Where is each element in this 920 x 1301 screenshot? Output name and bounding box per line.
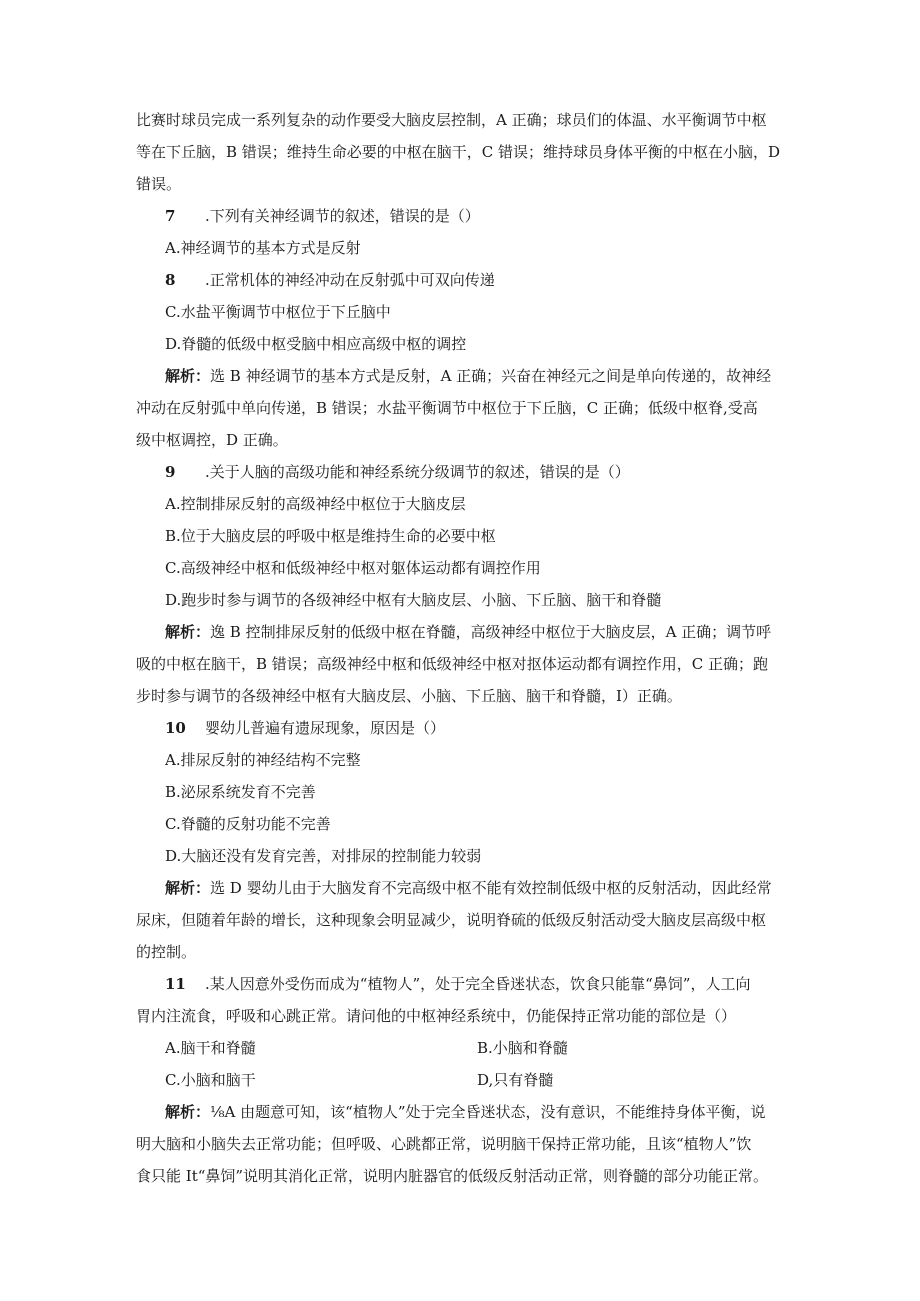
question-9 — [165, 462, 630, 482]
analysis-line — [165, 878, 772, 898]
option-c: C.脊髓的反射功能不完善 — [165, 815, 331, 833]
analysis-text: 选 B 神经调节的基本方式是反射，A 正确；兴奋在神经元之间是单向传递的，故神经 — [210, 367, 772, 385]
option-c: C.小脑和脑干 — [165, 1071, 256, 1089]
option-d: D.跑步时参与调节的各级神经中枢有大脑皮层、小脑、下丘脑、脑干和脊髓 — [165, 591, 662, 609]
analysis-label: 解析： — [165, 623, 211, 641]
text-line: 食只能 It“鼻饲”说明其消化正常，说明内脏器官的低级反射活动正常，则脊髓的部分功能正常。 — [136, 1167, 769, 1185]
option-c: C.水盐平衡调节中枢位于下丘脑中 — [165, 303, 391, 321]
option-a: A.控制排尿反射的高级神经中枢位于大脑皮层 — [165, 495, 466, 513]
question-11 — [165, 974, 750, 994]
option-d: D.脊髓的低级中枢受脑中相应高级中枢的调控 — [165, 335, 467, 353]
text-line: 尿床，但随着年龄的增长，这种现象会明显减少，说明脊硫的低级反射活动受大脑皮层高级中枢 — [136, 911, 767, 929]
text-line: 等在下丘脑，B 错误；维持生命必要的中枢在脑干，C 错误；维持球员身体平衡的中枢在小脑，D — [136, 143, 781, 161]
question-text: .正常机体的神经冲动在反射弧中可双向传递 — [205, 271, 495, 289]
text-line: 的控制。 — [136, 943, 197, 961]
analysis-line — [165, 1102, 766, 1122]
text-line: 明大脑和小脑失去正常功能；但呼吸、心跳都正常，说明脑干保持正常功能，且该“植物人”饮 — [136, 1135, 752, 1153]
question-text: 婴幼儿普遍有遗尿现象，原因是（） — [205, 719, 446, 737]
option-d: D.大脑还没有发育完善，对排尿的控制能力较弱 — [165, 847, 482, 865]
text-line: 吸的中枢在脑干，B 错误；高级神经中枢和低级神经中枢对抠体运动都有调控作用，C 正确；跑 — [136, 655, 769, 673]
question-number: 10 — [165, 719, 186, 737]
analysis-label: 解析： — [165, 1103, 211, 1121]
text-line: 比赛时球员完成一系列复杂的动作要受大脑皮层控制，A 正确；球员们的体温、水平衡调节中枢 — [136, 111, 767, 129]
analysis-line — [165, 366, 771, 386]
option-b: B.小脑和脊髓 — [477, 1039, 568, 1057]
question-text: .下列有关神经调节的叙述，错误的是（） — [205, 207, 480, 225]
analysis-text: 选 D 婴幼儿由于大脑发育不完高级中枢不能有效控制低级中枢的反射活动，因此经常 — [210, 879, 772, 897]
question-number: 7 — [165, 207, 176, 225]
question-number: 9 — [165, 463, 176, 481]
option-b: B.泌尿系统发育不完善 — [165, 783, 316, 801]
question-7 — [165, 206, 480, 226]
option-a: A.脑干和脊髓 — [165, 1039, 256, 1057]
analysis-label: 解析： — [165, 879, 211, 897]
text-line: 级中枢调控，D 正确。 — [136, 431, 288, 449]
question-8 — [165, 270, 495, 290]
text-line: 步时参与调节的各级神经中枢有大脑皮层、小脑、下丘脑、脑干和脊髓，I）正确。 — [136, 687, 682, 705]
text-line: 胃内注流食，呼吸和心跳正常。请问他的中枢神经系统中，仍能保持正常功能的部位是（） — [136, 1007, 737, 1025]
analysis-text: ⅛A 由题意可知，该“植物人”处于完全昏迷状态，没有意识，不能维持身体平衡，说 — [210, 1103, 766, 1121]
question-number: 11 — [165, 975, 186, 993]
question-10 — [165, 718, 445, 738]
question-number: 8 — [165, 271, 176, 289]
option-a: A.排尿反射的神经结构不完整 — [165, 751, 361, 769]
text-line: 冲动在反射弧中单向传递，B 错误；水盐平衡调节中枢位于下丘脑，C 正确；低级中枢脊,受高 — [136, 399, 758, 417]
option-a: A.神经调节的基本方式是反射 — [165, 239, 361, 257]
question-text: .关于人脑的高级功能和神经系统分级调节的叙述，错误的是（） — [205, 463, 630, 481]
text-line: 错误。 — [136, 175, 182, 193]
option-c: C.高级神经中枢和低级神经中枢对躯体运动都有调控作用 — [165, 559, 541, 577]
option-d: D,只有脊髓 — [477, 1071, 554, 1089]
analysis-label: 解析： — [165, 367, 211, 385]
analysis-line — [165, 622, 771, 642]
option-b: B.位于大脑皮层的呼吸中枢是维持生命的必要中枢 — [165, 527, 496, 545]
question-text: .某人因意外受伤而成为“植物人”，处于完全昏迷状态，饮食只能靠“鼻饲”，人工向 — [205, 975, 751, 993]
analysis-text: 逸 B 控制排尿反射的低级中枢在脊髓，高级神经中枢位于大脑皮层，A 正确；调节呼 — [210, 623, 772, 641]
